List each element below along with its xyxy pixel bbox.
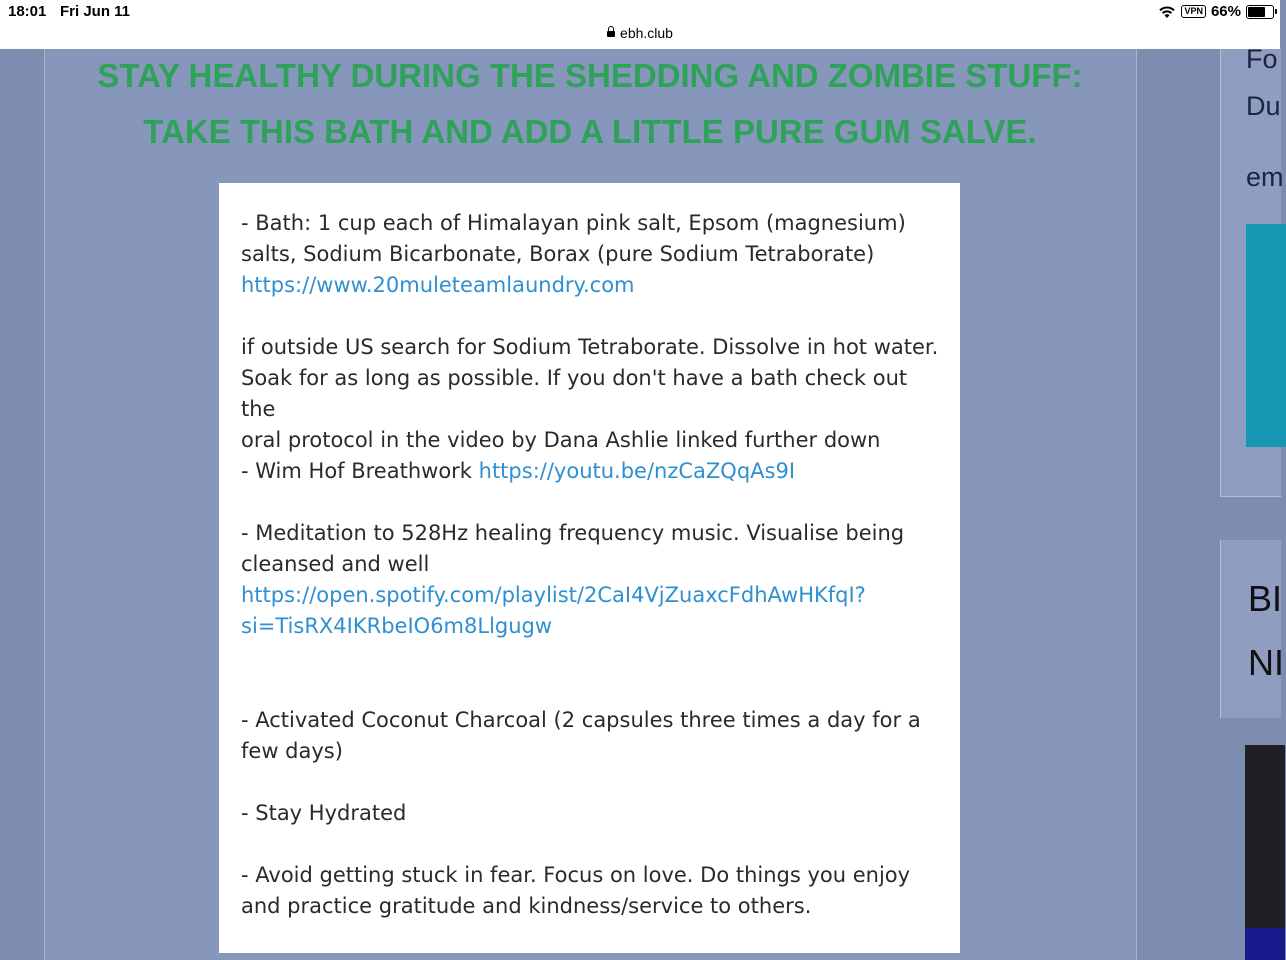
headline-line-1: STAY HEALTHY DURING THE SHEDDING AND ZOMBIE STUFF:: [97, 57, 1083, 94]
outside-us-text: if outside US search for Sodium Tetraborate. Dissolve in hot water. Soak for as long as possible. If you don't have a bath check out the oral protocol in the video by Dana Ashlie linked further down: [241, 335, 939, 452]
meditation-text: - Meditation to 528Hz healing frequency music. Visualise being cleansed and well: [241, 521, 905, 576]
vpn-badge: VPN: [1181, 5, 1206, 18]
wim-hof-link[interactable]: https://youtu.be/nzCaZQqAs9I: [478, 459, 796, 483]
status-indicators: [1158, 3, 1274, 20]
wim-hof-text: - Wim Hof Breathwork: [241, 459, 479, 483]
bath-text: - Bath: 1 cup each of Himalayan pink salt, Epsom (magnesium) salts, Sodium Bicarbonate, Borax (pure Sodium Tetraborate): [241, 211, 906, 266]
headline-line-2: TAKE THIS BATH AND ADD A LITTLE PURE GUM SALVE.: [143, 113, 1037, 150]
sidebar-text-2: Du: [1246, 91, 1281, 121]
sidebar-teal-banner[interactable]: [1246, 224, 1286, 447]
wifi-icon: [1158, 5, 1176, 19]
fear-text: - Avoid getting stuck in fear. Focus on love. Do things you enjoy and practice gratitude and kindness/service to others.: [241, 863, 911, 918]
status-date: Fri Jun 11: [60, 3, 131, 20]
sidebar-text-1: Fo: [1246, 44, 1278, 74]
status-time: 18:01: [8, 3, 47, 20]
sidebar-widget-middle: [1220, 540, 1284, 718]
remedy-card: [219, 183, 960, 953]
address-url[interactable]: ebh.club: [620, 25, 673, 41]
bath-link[interactable]: https://www.20muleteamlaundry.com: [241, 273, 635, 297]
wim-hof-item: [241, 456, 941, 487]
charcoal-text: - Activated Coconut Charcoal (2 capsules three times a day for a few days): [241, 708, 921, 763]
status-bar: [0, 0, 1280, 49]
sidebar-heading-2: NI: [1248, 642, 1284, 683]
sidebar-video-thumbnail[interactable]: [1245, 745, 1285, 960]
battery-percent: 66%: [1210, 3, 1241, 20]
battery-icon: [1246, 5, 1274, 19]
address-bar[interactable]: [0, 25, 1280, 41]
sidebar-widget-top: [1220, 44, 1284, 497]
meditation-link[interactable]: https://open.spotify.com/playlist/2CaI4VjZuaxcFdhAwHKfqI? si=TisRX4IKRbeIO6m8Llgugw: [241, 583, 866, 638]
hydrated-text: - Stay Hydrated: [241, 801, 407, 825]
lock-icon: [607, 31, 615, 37]
sidebar-heading-1: BI: [1248, 578, 1283, 619]
sidebar-text-3: em: [1246, 162, 1284, 192]
thumbnail-bar: [1245, 928, 1285, 960]
